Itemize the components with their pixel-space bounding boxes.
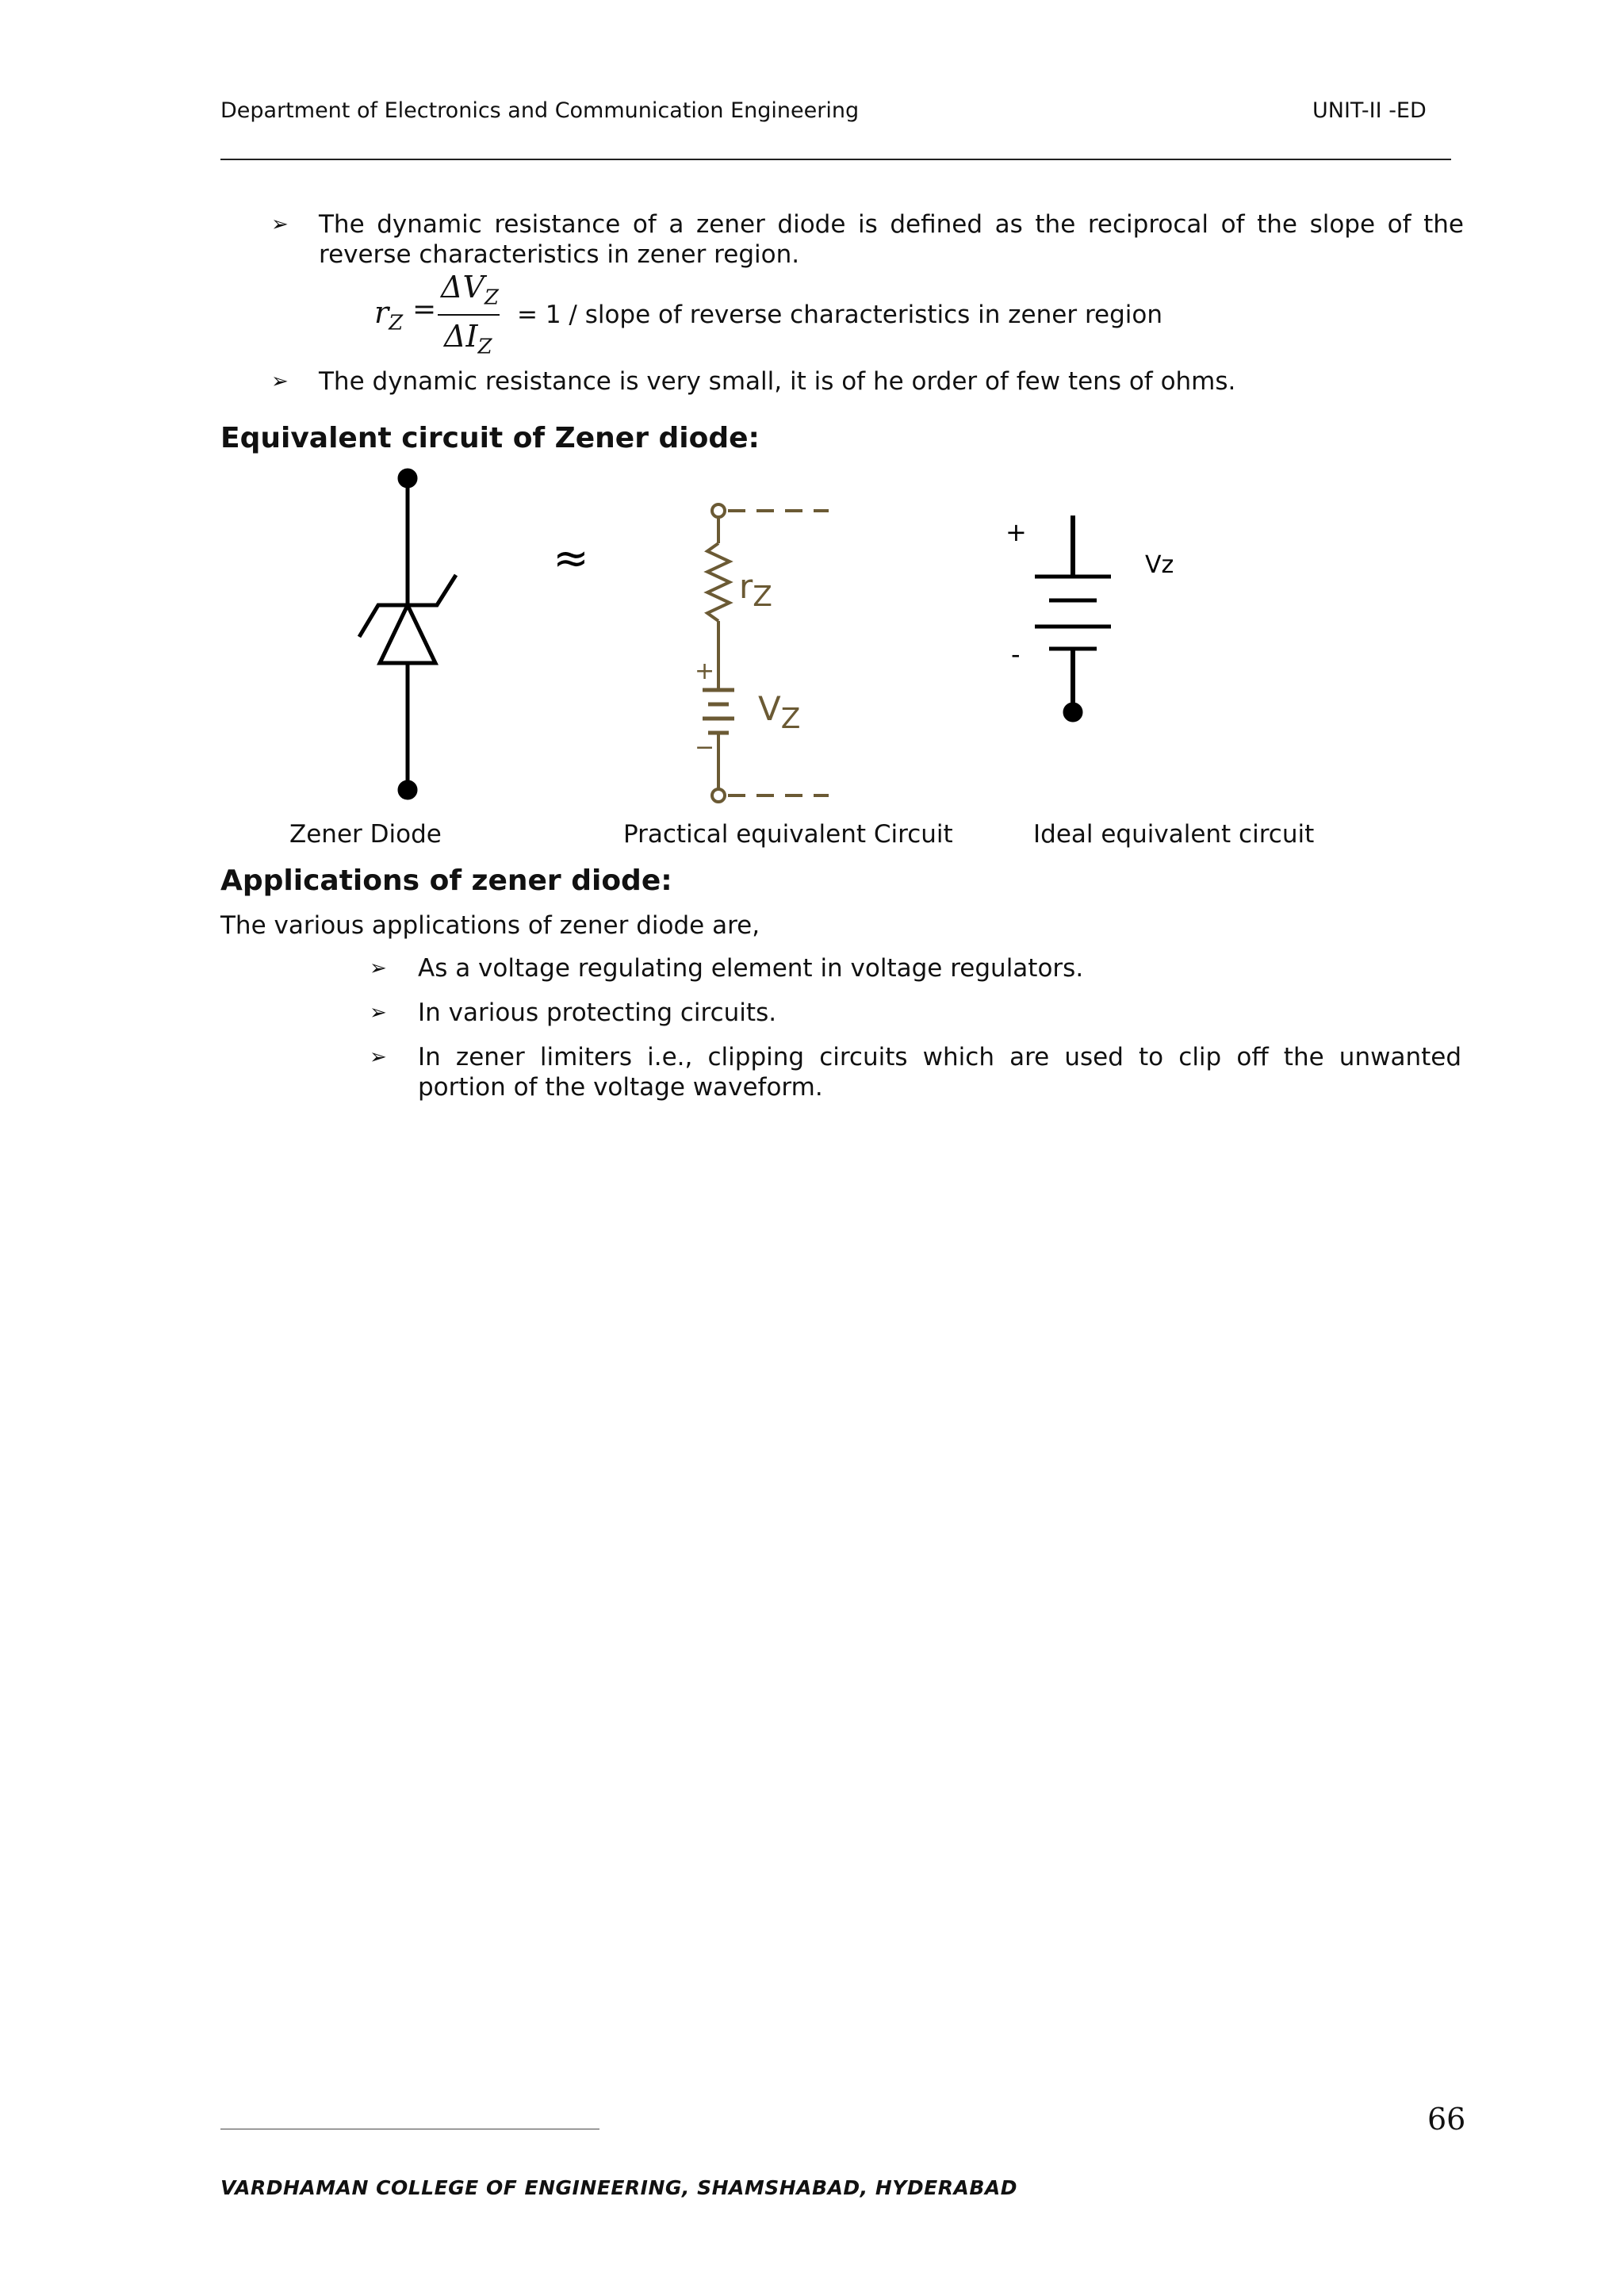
formula-description: = 1 / slope of reverse characteristics in zener region (517, 301, 1162, 329)
vz-label: VZ (758, 689, 801, 735)
zener-diode-symbol (359, 470, 456, 798)
formula-numerator: $\Delta V_Z$ (441, 270, 499, 310)
resistor-rz (707, 543, 730, 621)
header-unit: UNIT-II -ED (1312, 98, 1427, 123)
bullet-arrow-icon: ➢ (370, 1045, 387, 1069)
applications-intro: The various applications of zener diode are, (220, 911, 760, 940)
practical-minus-sign: − (695, 734, 715, 761)
zener-triangle (380, 605, 435, 663)
practical-equivalent-circuit (703, 504, 829, 802)
ideal-equivalent-circuit (1035, 516, 1111, 720)
application-item: In various protecting circuits. (418, 999, 777, 1027)
formula-denominator: $\Delta I_Z$ (444, 319, 492, 359)
application-item: As a voltage regulating element in voltage regulators. (418, 954, 1084, 983)
equivalent-circuit-diagram (0, 0, 1624, 872)
bullet-arrow-icon: ➢ (271, 213, 289, 236)
caption-practical-circuit: Practical equivalent Circuit (623, 820, 953, 849)
ideal-bottom-terminal (1065, 704, 1081, 720)
rz-label: rZ (739, 567, 772, 613)
application-item: In zener limiters i.e., clipping circuits which are used to clip off the unwanted portion of the voltage waveform. (418, 1043, 1461, 1102)
formula-equals: = (412, 293, 437, 326)
practical-plus-sign: + (695, 657, 715, 685)
zener-bottom-terminal (400, 782, 416, 798)
equivalent-circuit-heading: Equivalent circuit of Zener diode: (220, 422, 760, 454)
bullet-arrow-icon: ➢ (370, 1001, 387, 1025)
bullet-arrow-icon: ➢ (271, 370, 289, 393)
footer-college-name: VARDHAMAN COLLEGE OF ENGINEERING, SHAMSHABAD, HYDERABAD (220, 2176, 1017, 2199)
dynamic-resistance-definition: The dynamic resistance of a zener diode is defined as the reciprocal of the slope of the reverse characteristics in zener region. (319, 210, 1464, 269)
approx-symbol: ≈ (553, 533, 589, 583)
caption-zener-diode: Zener Diode (289, 820, 442, 849)
dynamic-resistance-magnitude: The dynamic resistance is very small, it is of he order of few tens of ohms. (319, 367, 1236, 396)
ideal-plus-sign: + (1005, 517, 1027, 547)
header-department: Department of Electronics and Communication Engineering (220, 98, 860, 123)
formula-lhs: $r_Z$ (374, 295, 404, 335)
bullet-arrow-icon: ➢ (370, 956, 387, 980)
caption-ideal-circuit: Ideal equivalent circuit (1033, 820, 1315, 849)
ideal-minus-sign: - (1011, 639, 1021, 669)
applications-heading: Applications of zener diode: (220, 864, 672, 897)
page-number: 66 (1427, 2102, 1466, 2137)
ideal-vz-label: Vz (1145, 551, 1174, 579)
